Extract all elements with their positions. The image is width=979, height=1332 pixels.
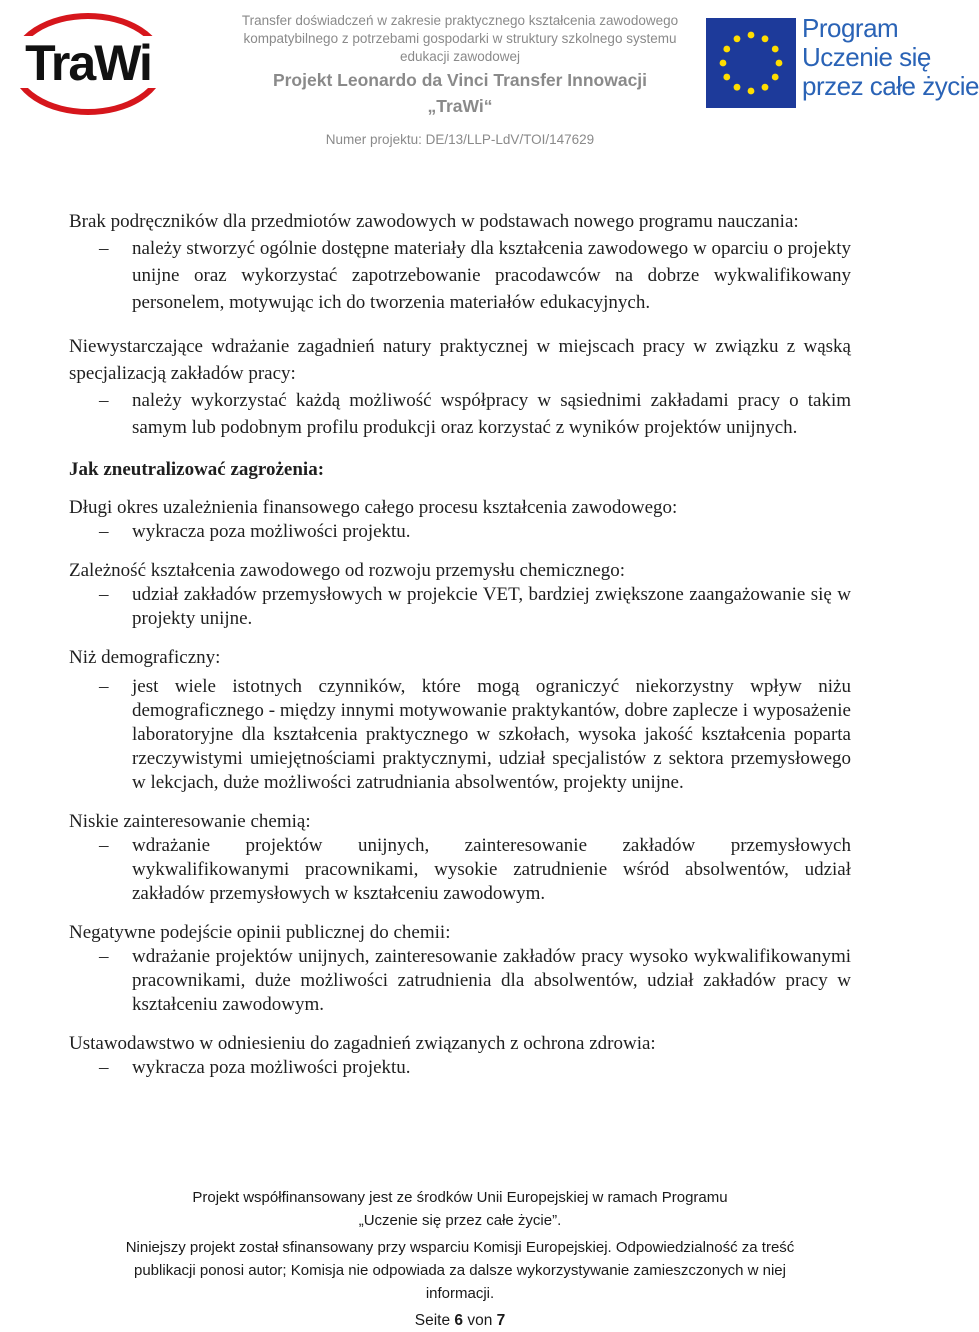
eu-flag-icon: [706, 18, 796, 108]
page-prefix: Seite: [414, 1312, 451, 1329]
threat-intro: Niż demograficzny:: [69, 647, 221, 668]
bullet-text: wykracza poza możliwości projektu.: [132, 521, 411, 542]
bullet-dash: –: [99, 390, 109, 411]
header-line-1: Transfer doświadczeń w zakresie praktycznego kształcenia zawodowego: [241, 13, 679, 28]
page-mid: von: [467, 1312, 493, 1329]
section-intro: Niewystarczające wdrażanie zagadnień natury praktycznej w miejscach pracy w związku z wąską specjalizacją zakładów pracy:: [69, 336, 851, 384]
threat-intro: Ustawodawstwo w odniesieniu do zagadnień związanych z ochrona zdrowia:: [69, 1033, 656, 1054]
bullet-dash: –: [99, 238, 109, 259]
project-title: Projekt Leonardo da Vinci Transfer Innowacji: [272, 70, 648, 90]
threat-intro: Długi okres uzależnienia finansowego całego procesu kształcenia zawodowego:: [69, 497, 678, 518]
bullet-dash: –: [99, 1057, 109, 1078]
bullet-text: wdrażanie projektów unijnych, zainteresowanie zakładów przemysłowych wykwalifikowanymi pracownikami, wysokie zatrudnienie wśród absolwentów, udział zakładów przemysłowych w kształceniu zawodowym.: [132, 835, 851, 904]
project-number: Numer projektu: DE/13/LLP-LdV/TOI/147629: [325, 132, 595, 147]
bullet-dash: –: [99, 521, 109, 542]
footer-line-4: publikacji ponosi autor; Komisja nie odpowiada za dalsze wykorzystywanie zamieszczonych w niej: [134, 1262, 786, 1279]
document-body: [69, 208, 851, 1080]
footer-line-2: „Uczenie się przez całe życie”.: [358, 1212, 562, 1229]
bullet-dash: –: [99, 835, 109, 856]
footer-line-3: Niniejszy projekt został sfinansowany przy wsparciu Komisji Europejskiej. Odpowiedzialność za treść: [125, 1239, 795, 1256]
section-intro: Brak podręczników dla przedmiotów zawodowych w podstawach nowego programu nauczania:: [69, 211, 799, 232]
header-text-block: [180, 12, 740, 147]
header-line-3: edukacji zawodowej: [399, 49, 521, 64]
threats-heading: Jak zneutralizować zagrożenia:: [69, 459, 325, 480]
bullet-item: [69, 583, 851, 631]
footer-line-1: Projekt współfinansowany jest ze środków Unii Europejskiej w ramach Programu: [192, 1189, 728, 1206]
bullet-text: należy stworzyć ogólnie dostępne materiały dla kształcenia zawodowego w oparciu o projekty unijne oraz wykorzystać zapotrzebowanie pracodawców na dobrze wykwalifikowany personelem, motywując ich do tworzenia materiałów edukacyjnych.: [132, 238, 851, 313]
bullet-item: [69, 387, 851, 441]
lifelong-learning-logo: [706, 10, 979, 122]
bullet-item: [69, 834, 851, 906]
page-number: [60, 1309, 860, 1332]
eu-logo-line-2: Uczenie się: [802, 42, 931, 72]
bullet-text: wykracza poza możliwości projektu.: [132, 1057, 411, 1078]
bullet-item: [69, 235, 851, 316]
footer-line-5: informacji.: [425, 1285, 495, 1302]
project-name: „TraWi“: [427, 96, 493, 116]
bullet-text: jest wiele istotnych czynników, które mogą ograniczyć niekorzystny wpływ niżu demograficznego - między innymi motywowanie praktykantów, dobre zaplecze i wyposażenie laboratoryjne dla kształcenia praktycznego w szkołach, wysoka jakość kształcenia poparta rzeczywistymi umiejętnościami praktycznymi, udział specjalistów z sektora przemysłowego w lekcjach, duże możliwości zatrudniania absolwentów, projekty unijne.: [132, 676, 851, 793]
eu-logo-text: [802, 14, 979, 101]
page-total: 7: [496, 1312, 506, 1329]
bullet-dash: –: [99, 676, 109, 697]
threat-intro: Zależność kształcenia zawodowego od rozwoju przemysłu chemicznego:: [69, 560, 626, 581]
threat-intro: Niskie zainteresowanie chemią:: [69, 811, 311, 832]
bullet-text: wdrażanie projektów unijnych, zainteresowanie zakładów pracy wysoko wykwalifikowanymi pracownikami, duże możliwości zatrudnienia dla absolwentów, udział zakładów pracy w kształceniu zawodowym.: [132, 946, 851, 1015]
eu-logo-line-3: przez całe życie: [802, 71, 979, 101]
eu-logo-line-1: Program: [802, 13, 899, 43]
trawi-logo-text: TraWi: [25, 35, 151, 91]
bullet-dash: –: [99, 584, 109, 605]
bullet-item: [69, 520, 851, 544]
bullet-item: [69, 945, 851, 1017]
trawi-logo: [6, 8, 166, 118]
bullet-dash: –: [99, 946, 109, 967]
page-current: 6: [454, 1312, 464, 1329]
threat-intro: Negatywne podejście opinii publicznej do chemii:: [69, 922, 451, 943]
header-line-2: kompatybilnego z potrzebami gospodarki w struktury szkolnego systemu: [243, 31, 677, 46]
bullet-text: należy wykorzystać każdą możliwość współpracy w sąsiednimi zakładami pracy o takim samym lub podobnym profilu produkcji oraz korzystać z wyników projektów unijnych.: [132, 390, 851, 438]
bullet-item: [69, 1056, 851, 1080]
bullet-text: udział zakładów przemysłowych w projekcie VET, bardziej zwiększone zaangażowanie się w projekty unijne.: [132, 584, 851, 629]
bullet-item: [69, 675, 851, 795]
page-footer: [60, 1186, 860, 1332]
